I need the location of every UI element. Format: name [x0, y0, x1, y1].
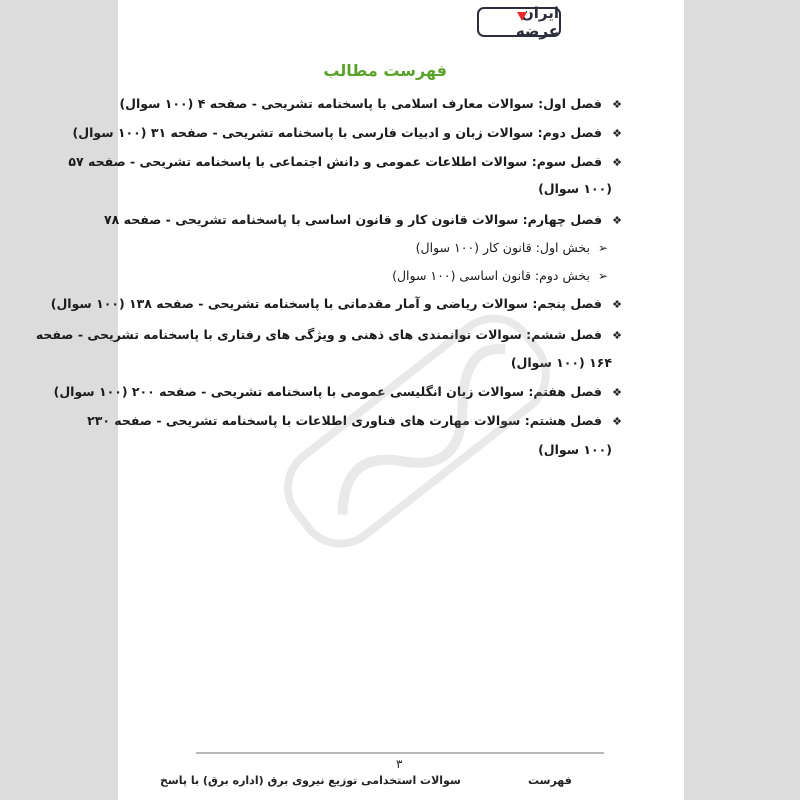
- toc-item-1: [119, 96, 622, 111]
- footer-divider: [196, 752, 604, 754]
- toc-subitem-text: بخش دوم: قانون اساسی (۱۰۰ سوال): [392, 268, 590, 283]
- page-number: ۳: [396, 757, 403, 771]
- toc-subitem-2: [392, 268, 608, 283]
- arrow-bullet-icon: ➢: [597, 241, 608, 255]
- diamond-bullet-icon: ❖: [612, 156, 622, 169]
- diamond-bullet-icon: ❖: [612, 386, 622, 399]
- diamond-bullet-icon: ❖: [612, 127, 622, 140]
- toc-subitem-text: بخش اول: قانون کار (۱۰۰ سوال): [415, 240, 590, 255]
- toc-item-text: فصل ششم: سوالات توانمندی های ذهنی و ویژگی های رفتاری با پاسخنامه تشریحی - صفحه: [35, 327, 602, 342]
- diamond-bullet-icon: ❖: [612, 298, 622, 311]
- logo-arrow-icon: [517, 12, 527, 21]
- toc-item-text: فصل دوم: سوالات زبان و ادبیات فارسی با پاسخنامه تشریحی - صفحه ۳۱ (۱۰۰ سوال): [72, 125, 602, 140]
- footer-book-title: سوالات استخدامی توزیع نیروی برق (اداره برق) با پاسخ: [160, 774, 461, 787]
- toc-item-3: [68, 154, 622, 169]
- diamond-bullet-icon: ❖: [612, 329, 622, 342]
- toc-item-8-continuation: (۱۰۰ سوال): [538, 442, 612, 457]
- toc-item-text: فصل اول: سوالات معارف اسلامی با پاسخنامه تشریحی - صفحه ۴ (۱۰۰ سوال): [119, 96, 602, 111]
- toc-item-4: [104, 212, 622, 227]
- toc-item-2: [73, 125, 622, 140]
- footer-section-name: فهرست: [528, 774, 572, 787]
- diamond-bullet-icon: ❖: [612, 415, 622, 428]
- toc-item-6-continuation: ۱۶۴ (۱۰۰ سوال): [510, 355, 612, 370]
- toc-item-text: فصل هشتم: سوالات مهارت های فناوری اطلاعات با پاسخنامه تشریحی - صفحه ۲۳۰: [87, 413, 602, 428]
- toc-item-5: [51, 296, 622, 311]
- toc-item-3-continuation: (۱۰۰ سوال): [538, 181, 612, 196]
- toc-subitem-1: [416, 240, 608, 255]
- toc-item-text: فصل سوم: سوالات اطلاعات عمومی و دانش اجتماعی با پاسخنامه تشریحی - صفحه ۵۷: [68, 154, 602, 169]
- brand-logo: [477, 4, 561, 40]
- toc-item-text: فصل پنجم: سوالات ریاضی و آمار مقدماتی با پاسخنامه تشریحی - صفحه ۱۳۸ (۱۰۰ سوال): [50, 296, 602, 311]
- logo-text: ایران عرضه: [515, 4, 559, 40]
- page-title: فهرست مطالب: [323, 61, 447, 80]
- diamond-bullet-icon: ❖: [612, 98, 622, 111]
- arrow-bullet-icon: ➢: [597, 269, 608, 283]
- diamond-bullet-icon: ❖: [612, 214, 622, 227]
- toc-item-text: فصل هفتم: سوالات زبان انگلیسی عمومی با پاسخنامه تشریحی - صفحه ۲۰۰ (۱۰۰ سوال): [53, 384, 602, 399]
- toc-item-text: فصل چهارم: سوالات قانون کار و قانون اساسی با پاسخنامه تشریحی - صفحه ۷۸: [104, 212, 602, 227]
